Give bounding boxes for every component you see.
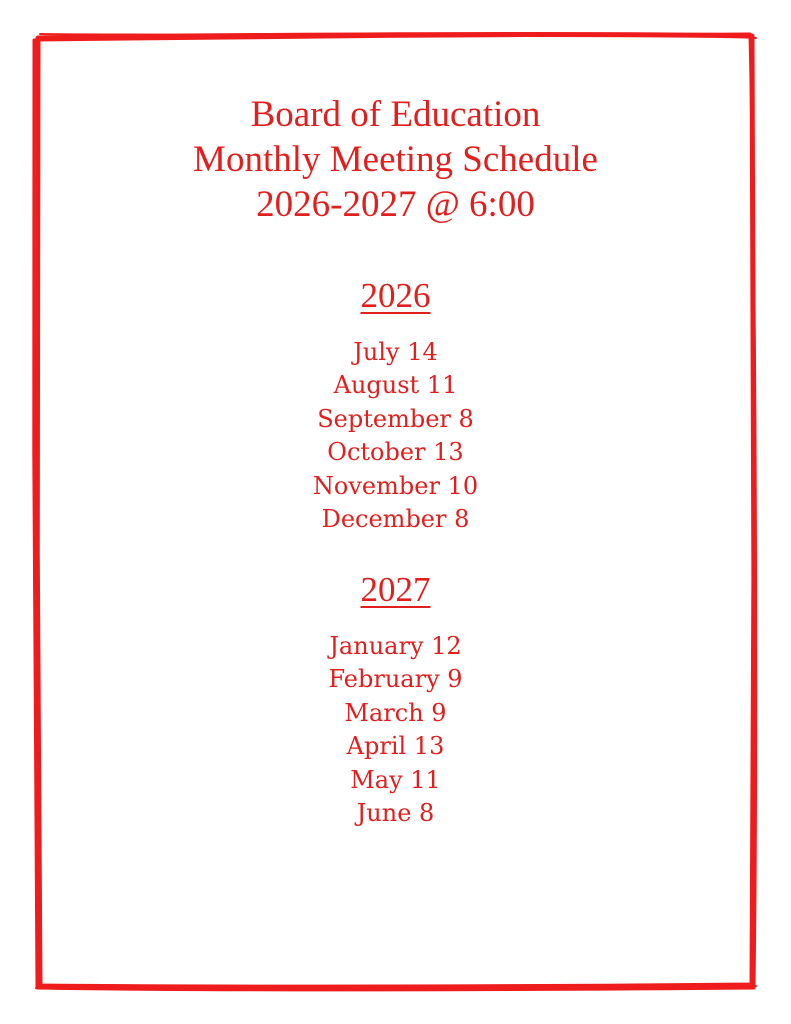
meeting-date: July 14 (353, 338, 438, 366)
meeting-date: August 11 (333, 371, 458, 400)
meeting-date: October 13 (327, 438, 464, 467)
year-label: 2027 (360, 570, 431, 609)
meeting-date: May 11 (350, 765, 441, 794)
year-heading-2026 (0, 276, 791, 316)
meeting-dates-2026 (0, 336, 791, 536)
meeting-date: February 9 (328, 665, 463, 694)
year-label: 2026 (360, 276, 431, 315)
meeting-date: June 8 (356, 799, 435, 828)
meeting-date: November 10 (312, 471, 479, 500)
schedule-title (0, 92, 791, 227)
year-heading-2027 (0, 570, 791, 610)
meeting-date: April 13 (346, 732, 445, 761)
meeting-date: March 9 (344, 698, 447, 727)
meeting-dates-2027 (0, 630, 791, 830)
meeting-date: January 12 (329, 632, 462, 660)
title-line-years-time: 2026-2027 @ 6:00 (256, 184, 535, 225)
meeting-date: December 8 (321, 505, 470, 534)
title-line-board: Board of Education (250, 94, 541, 135)
meeting-date: September 8 (317, 404, 474, 433)
title-line-schedule: Monthly Meeting Schedule (193, 139, 598, 180)
